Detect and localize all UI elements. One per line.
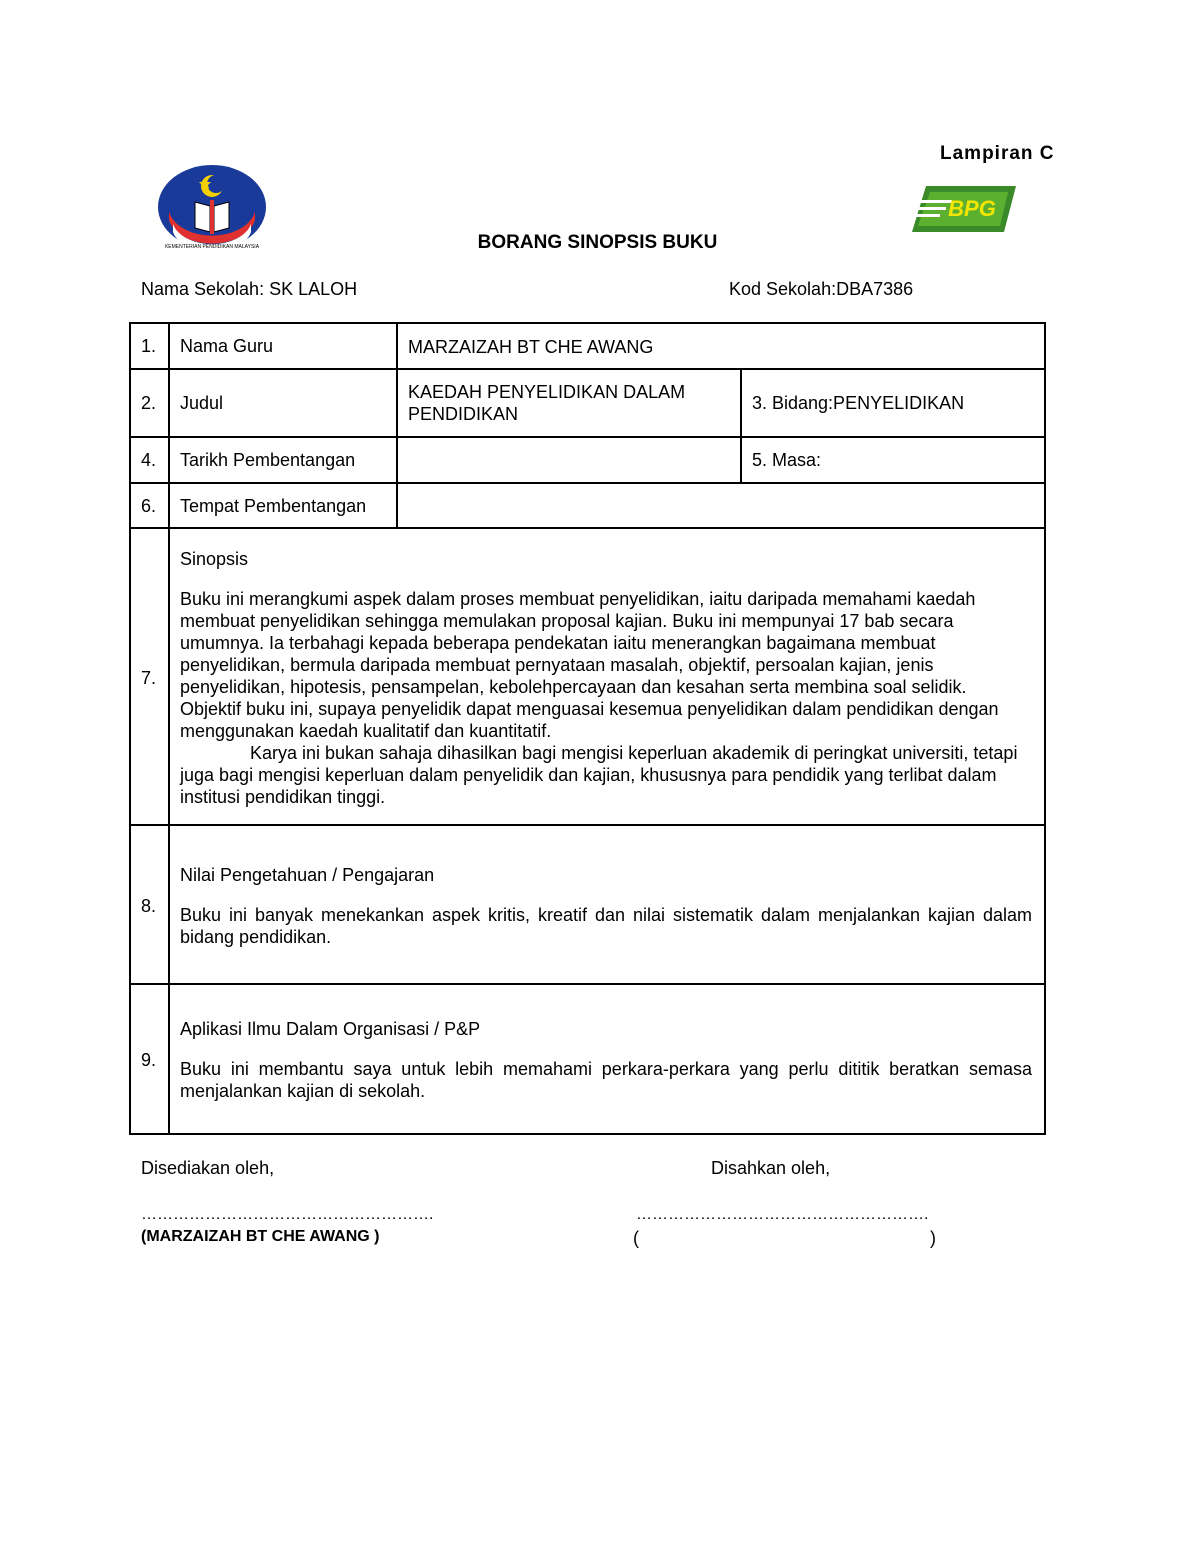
nilai-cell bbox=[169, 825, 1045, 984]
table-row bbox=[130, 483, 1045, 528]
table-row bbox=[130, 984, 1045, 1134]
table-row bbox=[130, 528, 1045, 825]
lampiran-label: Lampiran C bbox=[940, 143, 1055, 164]
aplikasi-cell bbox=[169, 984, 1045, 1134]
row-number: 2. bbox=[130, 369, 169, 437]
date-field bbox=[397, 437, 741, 483]
svg-text:BPG: BPG bbox=[948, 196, 996, 221]
aplikasi-label: Aplikasi Ilmu Dalam Organisasi / P&P bbox=[180, 1019, 481, 1039]
table-row bbox=[130, 437, 1045, 483]
prepared-by-name: (MARZAIZAH BT CHE AWANG ) bbox=[141, 1228, 380, 1245]
sinopsis-paragraph-2: Karya ini bukan sahaja dihasilkan bagi mengisi keperluan akademik di peringkat universiti, tetapi juga bagi mengisi keperluan dalam penyelidik dan kajian, khususnya para pendidik yang terlibat dalam institusi pendidikan tinggi. bbox=[180, 742, 1018, 807]
svg-text:KEMENTERIAN PENDIDIKAN MALAYSI: KEMENTERIAN PENDIDIKAN MALAYSIA bbox=[164, 244, 260, 250]
sinopsis-cell bbox=[169, 528, 1045, 825]
approved-by-name-close: ) bbox=[930, 1228, 936, 1248]
form-title: BORANG SINOPSIS BUKU bbox=[477, 232, 718, 253]
title-field: KAEDAH PENYELIDIKAN DALAM PENDIDIKAN bbox=[397, 369, 741, 437]
table-row bbox=[130, 825, 1045, 984]
table-row bbox=[130, 369, 1045, 437]
table-row bbox=[130, 323, 1045, 369]
field-bidang: 3. Bidang:PENYELIDIKAN bbox=[741, 369, 1045, 437]
row-label: Judul bbox=[169, 369, 397, 437]
row-number: 1. bbox=[130, 323, 169, 369]
nilai-text: Buku ini banyak menekankan aspek kritis, kreatif dan nilai sistematik dalam menjalankan kajian dalam bidang pendidikan. bbox=[180, 904, 1033, 947]
approved-signature-line: ………………………………………………. bbox=[636, 1206, 929, 1223]
teacher-name-field: MARZAIZAH BT CHE AWANG bbox=[397, 323, 1045, 369]
approved-by-label: Disahkan oleh, bbox=[711, 1158, 831, 1178]
row-number: 4. bbox=[130, 437, 169, 483]
row-number: 8. bbox=[130, 825, 169, 984]
row-number: 6. bbox=[130, 483, 169, 528]
field-masa: 5. Masa: bbox=[741, 437, 1045, 483]
venue-field bbox=[397, 483, 1045, 528]
bpg-logo-icon bbox=[908, 182, 1018, 237]
school-code: Kod Sekolah:DBA7386 bbox=[729, 279, 914, 299]
approved-by-name-open: ( bbox=[633, 1228, 639, 1248]
aplikasi-text: Buku ini membantu saya untuk lebih memahami perkara-perkara yang perlu dititik beratkan semasa menjalankan kajian di sekolah. bbox=[180, 1059, 1033, 1101]
row-label: Nama Guru bbox=[169, 323, 397, 369]
prepared-by-label: Disediakan oleh, bbox=[141, 1158, 275, 1178]
sinopsis-label: Sinopsis bbox=[180, 548, 249, 569]
row-number: 9. bbox=[130, 984, 169, 1134]
school-name: Nama Sekolah: SK LALOH bbox=[141, 279, 358, 299]
synopsis-form-table bbox=[129, 322, 1046, 1135]
row-label: Tempat Pembentangan bbox=[169, 483, 397, 528]
prepared-signature-line: ………………………………………………. bbox=[141, 1206, 434, 1223]
nilai-label: Nilai Pengetahuan / Pengajaran bbox=[180, 864, 435, 885]
row-number: 7. bbox=[130, 528, 169, 825]
row-label: Tarikh Pembentangan bbox=[169, 437, 397, 483]
sinopsis-paragraph-1: Buku ini merangkumi aspek dalam proses membuat penyelidikan, iaitu daripada memahami kaedah membuat penyelidikan sehingga memulakan proposal kajian. Buku ini mempunyai 17 bab secara umumnya. Ia terbahagi kepada beberapa pendekatan iaitu menerangkan bagaimana membuat penyelidikan, bermula daripada membuat pernyataan masalah, objektif, persoalan kajian, jenis penyelidikan, hipotesis, pensampelan, kebolehpercayaan dan kesahan serta membina soal selidik. Objektif buku ini, supaya penyelidik dapat menguasai kesemua penyelidikan dalam pendidikan dengan menggunakan kaedah kualitatif dan kuantitatif. bbox=[180, 588, 999, 741]
